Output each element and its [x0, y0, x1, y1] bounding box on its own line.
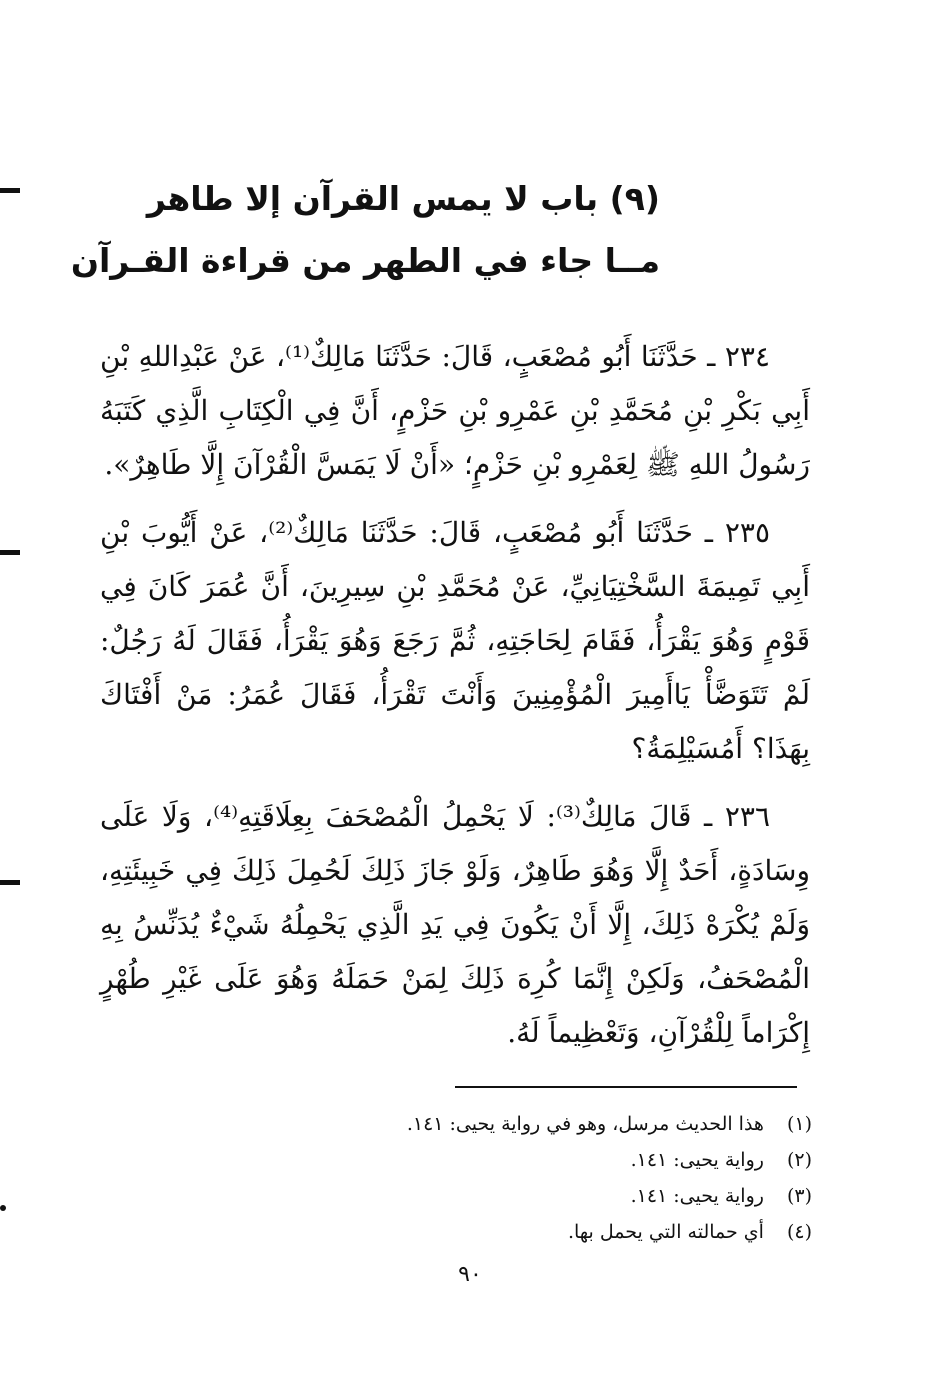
footnote-3: [300, 1178, 812, 1214]
footnote-number: (٣): [786, 1185, 812, 1207]
footnote-1: [300, 1106, 812, 1142]
hadith-235: ٢٣٥ ـ حَدَّثَنَا أَبُو مُصْعَبٍ، قَالَ: حَدَّثَنَا مَالِكٌ⁽²⁾، عَنْ أَيُّوبَ بْنِ أَبِي تَمِيمَةَ السَّخْتِيَانِيِّ، عَنْ مُحَمَّدِ بْنِ سِيرِينَ، أَنَّ عُمَرَ كَانَ فِي قَوْمٍ وَهُوَ يَقْرَأُ، فَقَامَ لِحَاجَتِهِ، ثُمَّ رَجَعَ وَهُوَ يَقْرَأُ، فَقَالَ لَهُ رَجُلٌ: لَمْ تَتَوَضَّأْ يَاأَمِيرَ الْمُؤْمِنِينَ وَأَنْتَ تَقْرَأُ، فَقَالَ عُمَرُ: مَنْ أَفْتَاكَ بِهَذَا؟ أَمُسَيْلِمَةُ؟: [100, 516, 810, 765]
footnote-4: [300, 1214, 812, 1250]
footnote-text: رواية يحيى: ١٤١.: [630, 1149, 764, 1171]
margin-mark: [0, 1205, 6, 1211]
hadith-234: ٢٣٤ ـ حَدَّثَنَا أَبُو مُصْعَبٍ، قَالَ: حَدَّثَنَا مَالِكٌ⁽¹⁾، عَنْ عَبْدِاللهِ بْنِ أَبِي بَكْرِ بْنِ مُحَمَّدِ بْنِ عَمْرِو بْنِ حَزْمٍ، أَنَّ فِي الْكِتَابِ الَّذِي كَتَبَهُ رَسُولُ اللهِ ﷺ لِعَمْرِو بْنِ حَزْمٍ؛ «أَنْ لَا يَمَسَّ الْقُرْآنَ إِلَّا طَاهِرٌ».: [100, 340, 810, 481]
footnote-text: هذا الحديث مرسل، وهو في رواية يحيى: ١٤١.: [406, 1113, 764, 1135]
margin-mark: [0, 550, 20, 555]
footnote-2: [300, 1142, 812, 1178]
hadith-236: ٢٣٦ ـ قَالَ مَالِكٌ⁽³⁾: لَا يَحْمِلُ الْمُصْحَفَ بِعِلَاقَتِهِ⁽⁴⁾، وَلَا عَلَى وِسَادَةٍ، أَحَدٌ إِلَّا وَهُوَ طَاهِرٌ، وَلَوْ جَازَ ذَلِكَ لَحُمِلَ ذَلِكَ فِي خَبِيئَتِهِ، وَلَمْ يُكْرَهْ ذَلِكَ، إِلَّا أَنْ يَكُونَ فِي يَدِ الَّذِي يَحْمِلُهُ شَيْءٌ يُدَنِّسُ بِهِ الْمُصْحَفُ، وَلَكِنْ إِنَّمَا كُرِهَ ذَلِكَ لِمَنْ حَمَلَهُ وَهُوَ عَلَى غَيْرِ طُهْرٍ إِكْرَاماً لِلْقُرْآنِ، وَتَعْظِيماً لَهُ.: [100, 800, 810, 1049]
footnote-number: (٢): [786, 1149, 812, 1171]
footnote-divider: [455, 1086, 797, 1088]
margin-mark: [0, 188, 20, 193]
footnote-number: (٤): [786, 1221, 812, 1243]
footnotes: [300, 1106, 812, 1250]
page-number: ٩٠: [458, 1262, 482, 1287]
margin-mark: [0, 880, 20, 885]
main-text: [100, 330, 810, 1074]
chapter-heading: [70, 168, 660, 292]
footnote-number: (١): [786, 1113, 812, 1135]
chapter-subtitle: مــا جاء في الطهر من قراءة القـرآن: [70, 241, 660, 280]
chapter-title: (٩) باب لا يمس القرآن إلا طاهر: [146, 179, 660, 218]
footnote-text: رواية يحيى: ١٤١.: [630, 1185, 764, 1207]
footnote-text: أي حمالته التي يحمل بها.: [567, 1221, 764, 1243]
